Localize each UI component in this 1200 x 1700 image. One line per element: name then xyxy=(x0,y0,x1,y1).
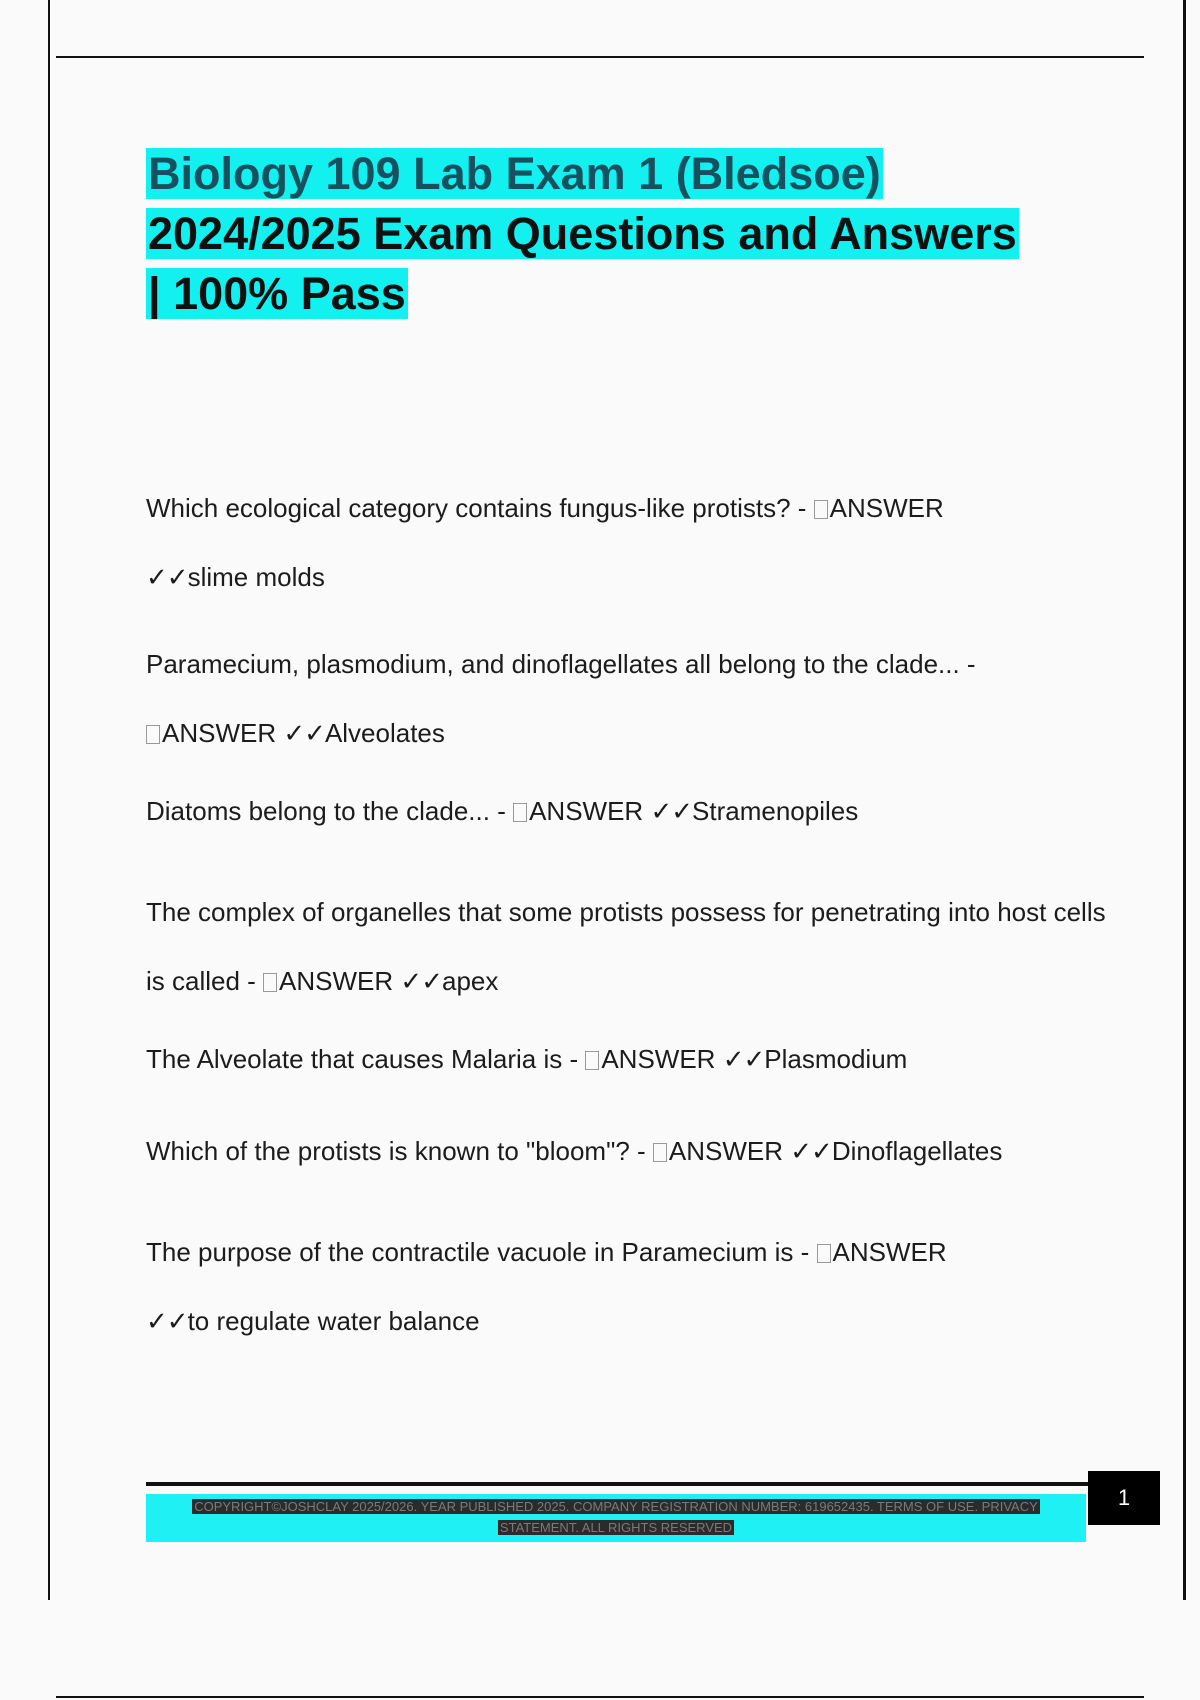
answer-marker: ANSWER xyxy=(279,966,394,996)
answer-text: Dinoflagellates xyxy=(831,1136,1003,1166)
title-line-2: 2024/2025 Exam Questions and Answers xyxy=(148,208,1017,259)
missing-glyph-icon xyxy=(653,1143,667,1162)
answer-marker: ANSWER xyxy=(601,1044,716,1074)
answer-text: Alveolates xyxy=(324,718,445,748)
copyright-footer xyxy=(146,1494,1086,1542)
qa-item xyxy=(146,786,1106,837)
missing-glyph-icon xyxy=(585,1051,599,1070)
check-marks-icon: ✓✓ xyxy=(146,563,188,593)
check-marks-icon: ✓✓ xyxy=(400,967,442,997)
answer-marker: ANSWER xyxy=(162,718,277,748)
next-page-rule xyxy=(56,1696,1144,1698)
page-border-left xyxy=(48,0,50,1600)
question-text: The Alveolate that causes Malaria is - xyxy=(146,1044,586,1074)
answer-text: apex xyxy=(441,966,499,996)
header-rule xyxy=(56,56,1144,58)
page-number: 1 xyxy=(1088,1471,1160,1525)
answer-marker: ANSWER xyxy=(829,493,944,523)
check-marks-icon: ✓✓ xyxy=(283,719,325,749)
qa-item xyxy=(146,1126,1106,1177)
answer-marker: ANSWER xyxy=(832,1237,947,1267)
question-text: Which of the protists is known to "bloom"? - xyxy=(146,1136,653,1166)
qa-item xyxy=(146,1034,1106,1085)
missing-glyph-icon xyxy=(814,500,828,519)
qa-item xyxy=(146,630,1106,769)
answer-marker: ANSWER xyxy=(668,1136,784,1166)
question-text: The complex of organelles that some protists possess for penetrating into host cells is called - xyxy=(146,897,1106,996)
question-text: Diatoms belong to the clade... - xyxy=(146,796,514,826)
question-text: Which ecological category contains fungus-like protists? - xyxy=(146,493,814,523)
missing-glyph-icon xyxy=(263,973,277,992)
copyright-line-1: COPYRIGHT©JOSHCLAY 2025/2026. YEAR PUBLISHED 2025. COMPANY REGISTRATION NUMBER: 619652435. TERMS OF USE. PRIVACY xyxy=(194,1499,1038,1514)
question-text: Paramecium, plasmodium, and dinoflagellates all belong to the clade... - xyxy=(146,649,976,679)
answer-marker: ANSWER xyxy=(529,796,644,826)
missing-glyph-icon xyxy=(513,803,527,822)
document-title xyxy=(146,144,1096,324)
check-marks-icon: ✓✓ xyxy=(146,1307,188,1337)
answer-text: to regulate water balance xyxy=(187,1306,480,1336)
footer-rule xyxy=(146,1482,1088,1486)
title-line-3: | 100% Pass xyxy=(148,268,406,319)
qa-list xyxy=(146,474,1106,1374)
title-line-1: Biology 109 Lab Exam 1 (Bledsoe) xyxy=(148,148,881,199)
qa-item xyxy=(146,474,1106,613)
check-marks-icon: ✓✓ xyxy=(650,797,693,827)
question-text: The purpose of the contractile vacuole in Paramecium is - xyxy=(146,1237,817,1267)
answer-text: Stramenopiles xyxy=(692,796,859,826)
check-marks-icon: ✓✓ xyxy=(790,1137,832,1167)
missing-glyph-icon xyxy=(146,725,160,744)
copyright-line-2: STATEMENT. ALL RIGHTS RESERVED xyxy=(499,1520,733,1535)
qa-item xyxy=(146,878,1106,1017)
check-marks-icon: ✓✓ xyxy=(722,1045,765,1075)
answer-text: Plasmodium xyxy=(764,1044,908,1074)
page-border-right xyxy=(1183,0,1186,1600)
answer-text: slime molds xyxy=(187,562,325,592)
missing-glyph-icon xyxy=(817,1244,831,1263)
qa-item xyxy=(146,1218,1106,1357)
